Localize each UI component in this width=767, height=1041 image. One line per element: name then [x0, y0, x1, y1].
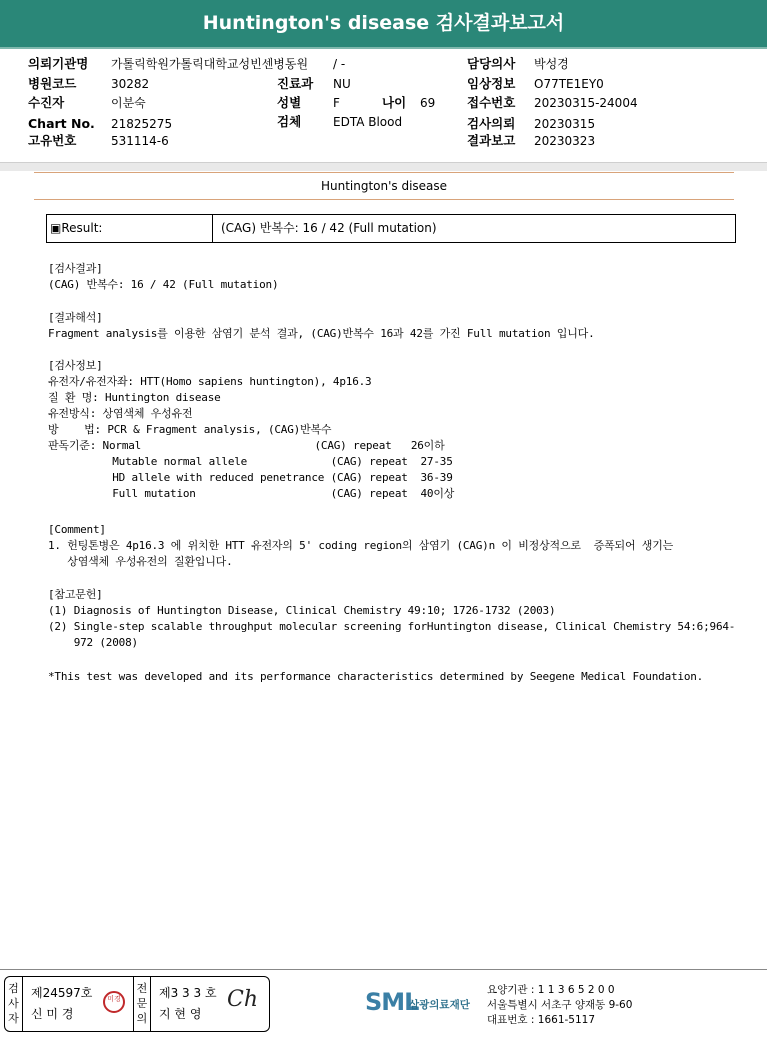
- examiner-label: [5, 977, 23, 1031]
- exam-info-block: [검사정보] 유전자/유전자좌: HTT(Homo sapiens huntington), 4p16.3 질 환 명: Huntington disease 유전방식: 상염색체 우성유전 방 법: PCR & Fragment analysis, (CAG)반복수 판독기준: Normal (CAG) repeat 26이하 Mutable normal allele (CAG) repeat 27-35 HD allele with reduced penetrance (CAG) repeat 36-39 Full mutation (CAG) repeat 40이상: [48, 359, 455, 500]
- examiner-name: 신 미 경: [31, 1007, 74, 1021]
- label-age: 나이: [382, 95, 407, 110]
- reviewer-label-text: 전문의: [136, 982, 148, 1025]
- reviewer-signature-icon: [227, 987, 258, 1012]
- label-request-date: 검사의뢰: [467, 116, 516, 131]
- contact-info: [487, 983, 632, 1028]
- result-label: ▣Result:: [47, 215, 213, 242]
- examiner-label-text: 검사자: [8, 982, 19, 1025]
- logo-sml-text: SML: [365, 988, 419, 1016]
- section-title: Huntington's disease: [34, 172, 734, 200]
- value-specimen: EDTA Blood: [333, 115, 403, 129]
- label-patient: 수진자: [28, 95, 65, 110]
- result-box: [46, 214, 736, 243]
- sml-logo: [365, 982, 485, 1026]
- value-hospital-code: 30282: [111, 77, 150, 91]
- logo-korean-text: 삼광의료재단: [409, 999, 470, 1011]
- value-report-date: 20230323: [534, 134, 596, 148]
- label-clinical-info: 임상정보: [467, 76, 516, 91]
- value-clinical-info: O77TE1EY0: [534, 77, 604, 91]
- signature-box: [4, 976, 270, 1032]
- label-sex: 성별: [277, 95, 302, 110]
- label-hospital-code: 병원코드: [28, 76, 77, 91]
- interpretation-block: [결과해석] Fragment analysis를 이용한 삼염기 분석 결과, (CAG)반복수 16과 42를 가진 Full mutation 입니다.: [48, 311, 595, 340]
- result-value: (CAG) 반복수: 16 / 42 (Full mutation): [221, 221, 437, 235]
- value-ward: / -: [333, 57, 346, 71]
- examiner-seal-text: 미경: [107, 995, 121, 1003]
- institution-code: 요양기관 : 1 1 3 6 5 2 0 0: [487, 984, 615, 996]
- report-title: Huntington's disease 검사결과보고서: [0, 0, 767, 49]
- label-unique-no: 고유번호: [28, 133, 77, 148]
- label-chart-no: Chart No.: [28, 116, 95, 131]
- reviewer-label: [133, 977, 151, 1031]
- footer-divider: [0, 969, 767, 970]
- exam-result-block: [검사결과] (CAG) 반복수: 16 / 42 (Full mutation): [48, 262, 279, 291]
- address: 서울특별시 서초구 양재동 9-60: [487, 999, 633, 1011]
- label-doctor: 담당의사: [467, 56, 516, 71]
- disclaimer: *This test was developed and its performance characteristics determined by Seegene Medical Foundation.: [48, 670, 704, 683]
- value-request-date: 20230315: [534, 117, 596, 131]
- value-unique-no: 531114-6: [111, 134, 169, 148]
- value-age: 69: [420, 96, 436, 110]
- examiner-license-no: 제24597호: [31, 986, 93, 1000]
- reviewer-license-no: 제3 3 3 호: [159, 986, 217, 1000]
- value-department: NU: [333, 77, 351, 91]
- reviewer-signature-text: Ch: [227, 987, 259, 1012]
- label-institution: 의뢰기관명: [28, 56, 89, 71]
- value-chart-no: 21825275: [111, 117, 173, 131]
- label-specimen: 검체: [277, 114, 302, 129]
- value-institution: 가톨릭학원가톨릭대학교성빈센병동원: [111, 57, 309, 71]
- references-block: [참고문헌] (1) Diagnosis of Huntington Disease, Clinical Chemistry 49:10; 1726-1732 (2003) (2) Single-step scalable throughput molecular screening forHuntington disease, Clinical Chemistry 54:6;964- 972 (2008): [48, 588, 736, 649]
- value-receipt-no: 20230315-24004: [534, 96, 638, 110]
- label-department: 진료과: [277, 76, 314, 91]
- header-divider: [0, 162, 767, 171]
- label-receipt-no: 접수번호: [467, 95, 516, 110]
- phone: 대표번호 : 1661-5117: [487, 1014, 596, 1026]
- label-report-date: 결과보고: [467, 133, 516, 148]
- value-doctor: 박성경: [534, 57, 569, 71]
- value-patient: 이분숙: [111, 96, 146, 110]
- reviewer-name: 지 현 영: [159, 1007, 202, 1021]
- value-sex: F: [333, 96, 340, 110]
- examiner-seal-icon: [103, 991, 125, 1013]
- comment-block: [Comment] 1. 헌팅톤병은 4p16.3 에 위치한 HTT 유전자의 5' coding region의 삼염기 (CAG)n 이 비정상적으로 증폭되어 생기는 상염색체 우성유전의 질환입니다.: [48, 523, 674, 568]
